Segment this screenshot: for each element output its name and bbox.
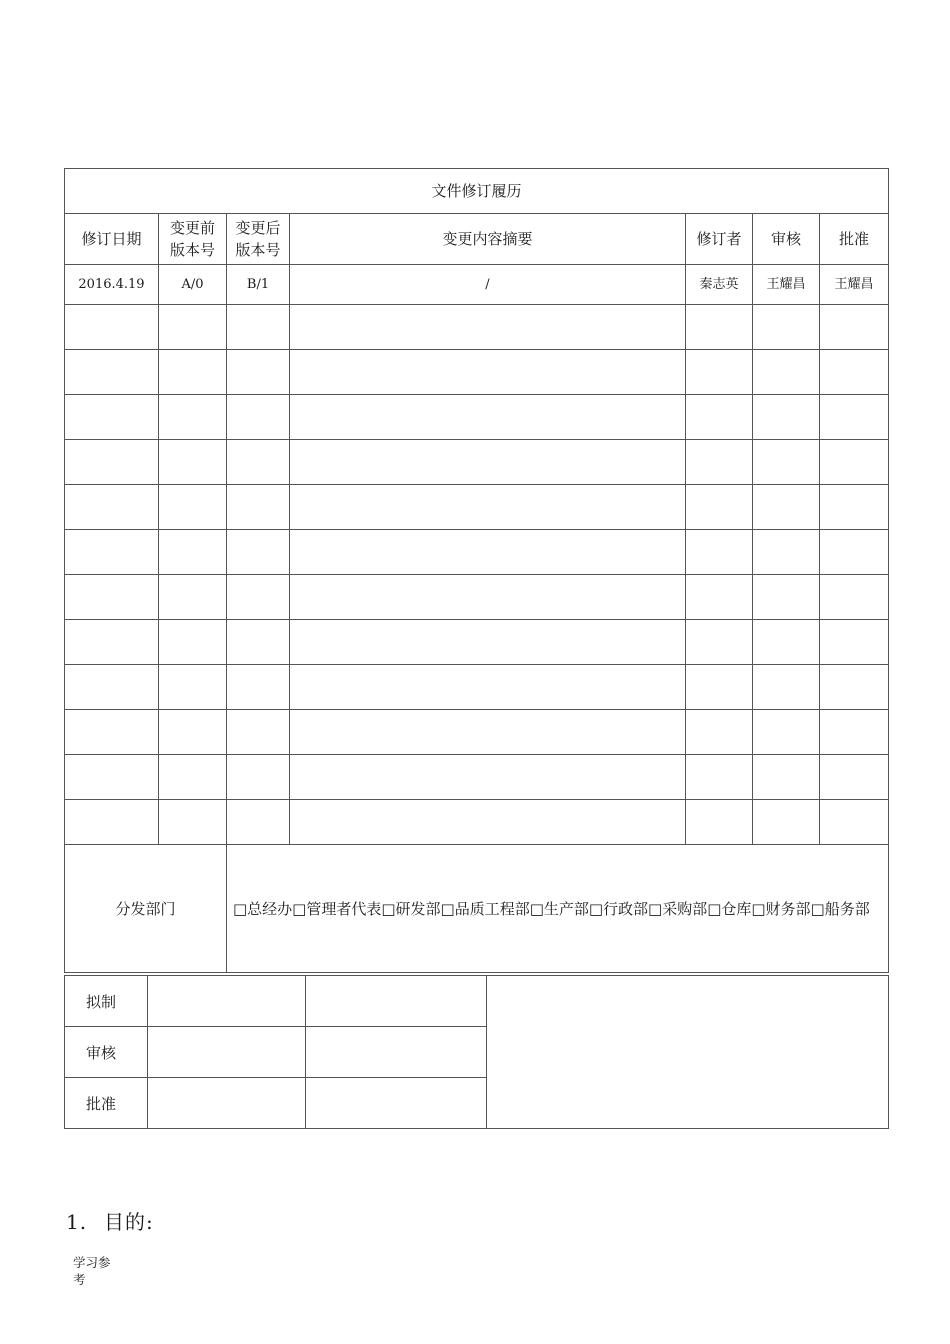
header-approver: 批准: [820, 214, 889, 265]
signoff-blank-area: [487, 976, 889, 1129]
header-after-version: 变更后 版本号: [227, 214, 290, 265]
approve-signature: [148, 1078, 306, 1129]
blank-row: [65, 395, 889, 440]
blank-row: [65, 665, 889, 710]
cell-after: B/1: [227, 265, 290, 305]
approve-date: [306, 1078, 487, 1129]
draft-label: 拟制: [65, 976, 148, 1027]
draft-signature: [148, 976, 306, 1027]
distribution-departments: □总经办□管理者代表□研发部□品质工程部□生产部□行政部□采购部□仓库□财务部□船务部: [227, 845, 889, 973]
section-title: 目的:: [104, 1210, 154, 1234]
blank-row: [65, 350, 889, 395]
footer-text: 学习参考: [73, 1255, 111, 1287]
distribution-label: 分发部门: [65, 845, 227, 973]
blank-row: [65, 485, 889, 530]
blank-row: [65, 575, 889, 620]
header-before-version: 变更前 版本号: [159, 214, 227, 265]
blank-row: [65, 710, 889, 755]
cell-date: 2016.4.19: [65, 265, 159, 305]
header-summary: 变更内容摘要: [290, 214, 686, 265]
blank-row: [65, 620, 889, 665]
section-number: 1.: [66, 1210, 88, 1234]
header-reviewer: 审核: [753, 214, 820, 265]
cell-reviewer: 王耀昌: [753, 265, 820, 305]
section-heading: [66, 1206, 154, 1235]
cell-approver: 王耀昌: [820, 265, 889, 305]
review-date: [306, 1027, 487, 1078]
approve-label: 批准: [65, 1078, 148, 1129]
cell-before: A/0: [159, 265, 227, 305]
draft-date: [306, 976, 487, 1027]
review-signature: [148, 1027, 306, 1078]
cell-summary: /: [290, 265, 686, 305]
revision-history-table: [64, 168, 889, 973]
blank-row: [65, 305, 889, 350]
blank-row: [65, 800, 889, 845]
table-title: 文件修订履历: [65, 169, 889, 214]
signoff-table: [64, 975, 889, 1129]
blank-row: [65, 440, 889, 485]
review-label: 审核: [65, 1027, 148, 1078]
header-reviser: 修订者: [686, 214, 753, 265]
table-row: [65, 265, 889, 305]
blank-row: [65, 755, 889, 800]
blank-row: [65, 530, 889, 575]
cell-reviser: 秦志英: [686, 265, 753, 305]
header-date: 修订日期: [65, 214, 159, 265]
